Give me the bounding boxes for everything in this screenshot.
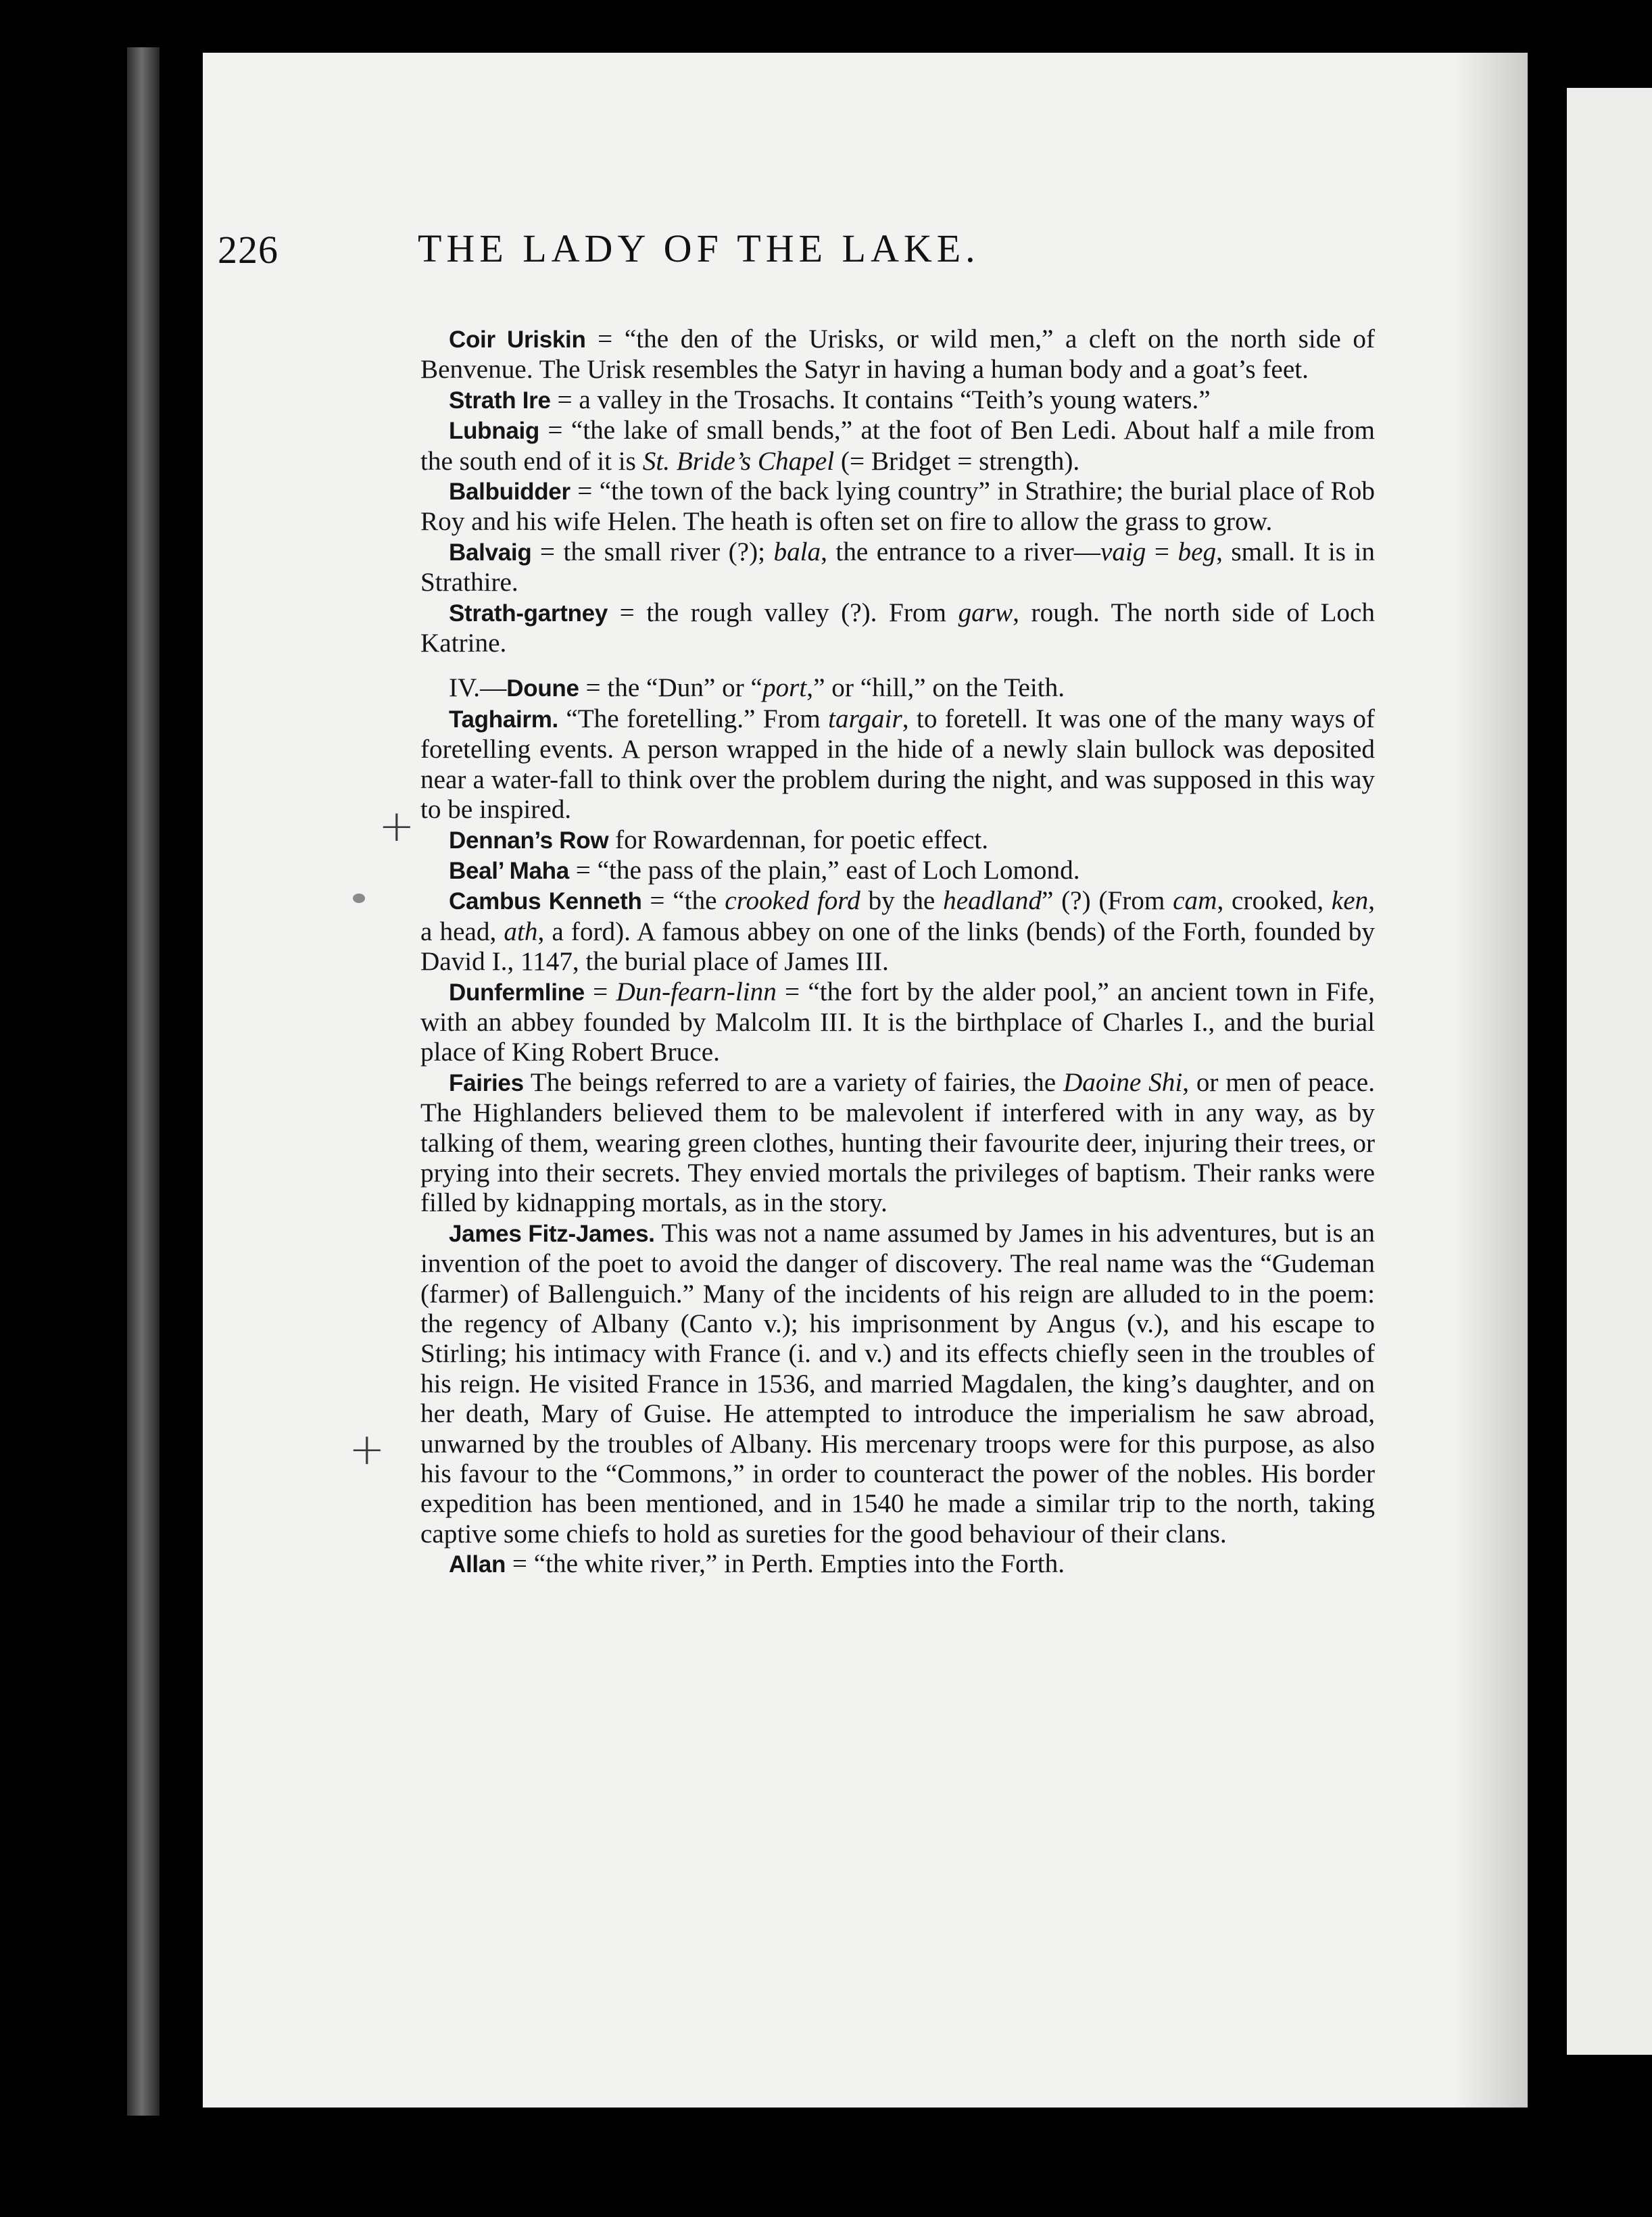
- entry-text: , rough. The north side of Loch Katrine.: [420, 598, 1375, 658]
- entry-italic-text: garw: [958, 598, 1013, 627]
- glossary-entry: [420, 977, 1375, 1068]
- glossary-entry: [420, 886, 1375, 977]
- glossary-term: Balbuidder: [449, 479, 570, 506]
- entry-text: ” (?) (From: [1041, 886, 1173, 916]
- entry-text: = “the fort by the alder pool,” an ancient town in Fife, with an abbey founded by Malcolm III. It is the birthplace of Charles I., and the burial place of King Robert Bruce.: [420, 977, 1375, 1067]
- page-number: 226: [218, 228, 278, 272]
- glossary-entry: [420, 324, 1375, 385]
- book-binding-edge: [127, 47, 160, 2116]
- glossary-term: Lubnaig: [449, 418, 539, 445]
- glossary-entry-canto-iv: [420, 673, 1375, 704]
- entry-text: = a valley in the Trosachs. It contains “Teith’s young waters.”: [550, 385, 1211, 414]
- entry-text: , a ford). A famous abbey on one of the links (bends) of the Forth, founded by David I., 1147, the burial place of James III.: [420, 917, 1375, 977]
- entry-text: = “the: [641, 886, 725, 916]
- glossary-entry: [420, 1219, 1375, 1549]
- entry-text: , the entrance to a river—: [821, 537, 1100, 566]
- entry-text: by the: [860, 886, 944, 916]
- glossary-term: Strath Ire: [449, 387, 551, 414]
- glossary-term: Cambus Kenneth: [449, 888, 642, 915]
- entry-italic-text: crooked ford: [725, 886, 860, 916]
- entry-text: = the “Dun” or “: [579, 673, 762, 703]
- adjacent-page-edge: [1567, 88, 1652, 2055]
- glossary-entry: [420, 825, 1375, 856]
- entry-text: = “the den of the Urisks, or wild men,” a cleft on the north side of Benvenue. The Urisk resembles the Satyr in having a human body and a goat’s feet.: [420, 324, 1376, 385]
- glossary-entry: [420, 856, 1375, 886]
- entry-italic-text: St. Bride’s Chapel: [642, 446, 835, 476]
- entry-text: for Rowardennan, for poetic effect.: [608, 825, 989, 854]
- entry-text: = “the lake of small bends,” at the foot of Ben Ledi. About half a mile from the south end of it is: [420, 416, 1375, 476]
- margin-cross-mark-fitz-james: +: [349, 1425, 385, 1475]
- entry-text: , crooked,: [1217, 886, 1332, 916]
- glossary-term: Coir Uriskin: [449, 326, 586, 353]
- entry-italic-text: vaig: [1100, 537, 1146, 566]
- entry-text: “The foretelling.” From: [558, 704, 829, 733]
- entry-italic-text: headland: [943, 886, 1042, 916]
- entry-text: , to foretell. It was one of the many ways of foretelling events. A person wrapped in the hide of a newly slain bullock was deposited near a water-fall to think over the problem during the night, and was supposed in this way to be inspired.: [420, 704, 1375, 825]
- glossary-entry: [420, 704, 1375, 825]
- entry-text: = “the town of the back lying country” in Strathire; the burial place of Rob Roy and his wife Helen. The heath is often set on fire to allow the grass to grow.: [420, 477, 1375, 537]
- glossary-term: Dennan’s Row: [449, 827, 609, 854]
- glossary-term: Dunfermline: [449, 979, 585, 1006]
- glossary-notes: [420, 324, 1375, 1580]
- glossary-entry: [420, 1068, 1375, 1219]
- page-gutter-shadow: [1453, 53, 1528, 2108]
- running-title: THE LADY OF THE LAKE.: [418, 226, 980, 270]
- glossary-term: Allan: [449, 1551, 506, 1578]
- entry-text: =: [1146, 537, 1178, 566]
- glossary-entry: [420, 598, 1375, 659]
- entry-text: ,” or “hill,” on the Teith.: [806, 673, 1065, 703]
- entry-italic-text: bala: [773, 537, 821, 566]
- entry-text: (= Bridget = strength).: [834, 446, 1080, 476]
- glossary-term: Balvaig: [449, 539, 532, 566]
- entry-italic-text: ken: [1331, 886, 1369, 916]
- glossary-entry: [420, 477, 1375, 537]
- glossary-term: Strath-gartney: [449, 600, 608, 627]
- entry-text: This was not a name assumed by James in his adventures, but is an invention of the poet to avoid the danger of discovery. The real name was the “Gudeman (farmer) of Ballenguich.” Many of the incidents of his reign are alluded to in the poem: the regency of Albany (Canto v.); his imprisonment by Angus (v.), and his escape to Stirling; his intimacy with France (i. and v.) and its effects chiefly seen in the troubles of his reign. He visited France in 1536, and married Magdalen, the king’s daughter, and on her death, Mary of Guise. He attempted to introduce the imperialism he saw abroad, unwarned by the troubles of Albany. His mercenary troops were for this purpose, as also his favour to the “Commons,” in order to counteract the power of the nobles. His border expedition has been mentioned, and in 1540 he made a similar trip to the north, taking captive some chiefs to hold as sureties for the good behaviour of their clans.: [420, 1218, 1375, 1549]
- canto-marker: IV.—: [449, 673, 507, 703]
- entry-italic-text: ath: [504, 917, 538, 946]
- glossary-term: Beal’ Maha: [449, 857, 569, 884]
- entry-text: = “the pass of the plain,” east of Loch Lomond.: [568, 855, 1080, 885]
- glossary-entry: [420, 416, 1375, 477]
- entry-italic-text: Dun-fearn-linn: [616, 977, 777, 1006]
- entry-text: = the rough valley (?). From: [608, 598, 958, 627]
- entry-text: , small. It is in Strathire.: [420, 537, 1376, 598]
- entry-italic-text: Daoine Shi: [1063, 1067, 1183, 1097]
- entry-italic-text: targair: [828, 704, 902, 733]
- entry-italic-text: cam: [1173, 886, 1217, 916]
- glossary-term: Fairies: [449, 1069, 524, 1096]
- entry-text: The beings referred to are a variety of fairies, the: [523, 1067, 1063, 1097]
- entry-text: , or men of peace. The Highlanders believed them to be malevolent if interfered with in any way, as by talking of them, wearing green clothes, hunting their favourite deer, injuring their trees, or prying into their secrets. They envied mortals the privileges of baptism. Their ranks were filled by kidnapping mortals, as in the story.: [420, 1067, 1375, 1218]
- glossary-term: James Fitz-James.: [449, 1220, 655, 1247]
- glossary-entry: [420, 1549, 1375, 1580]
- entry-text: =: [584, 977, 616, 1006]
- glossary-term: Taghairm.: [449, 706, 558, 733]
- glossary-entry: [420, 537, 1375, 598]
- entry-text: , a head,: [420, 886, 1375, 946]
- entry-text: = the small river (?);: [531, 537, 774, 566]
- entry-italic-text: port: [762, 673, 807, 703]
- margin-cross-mark-canto-iv: +: [379, 802, 415, 852]
- entry-italic-text: beg: [1177, 537, 1217, 566]
- glossary-term: Doune: [506, 675, 579, 702]
- entry-text: = “the white river,” in Perth. Empties into the Forth.: [506, 1549, 1065, 1579]
- glossary-entry: [420, 385, 1375, 416]
- ink-speck: [353, 894, 365, 903]
- page-header: [218, 203, 1205, 284]
